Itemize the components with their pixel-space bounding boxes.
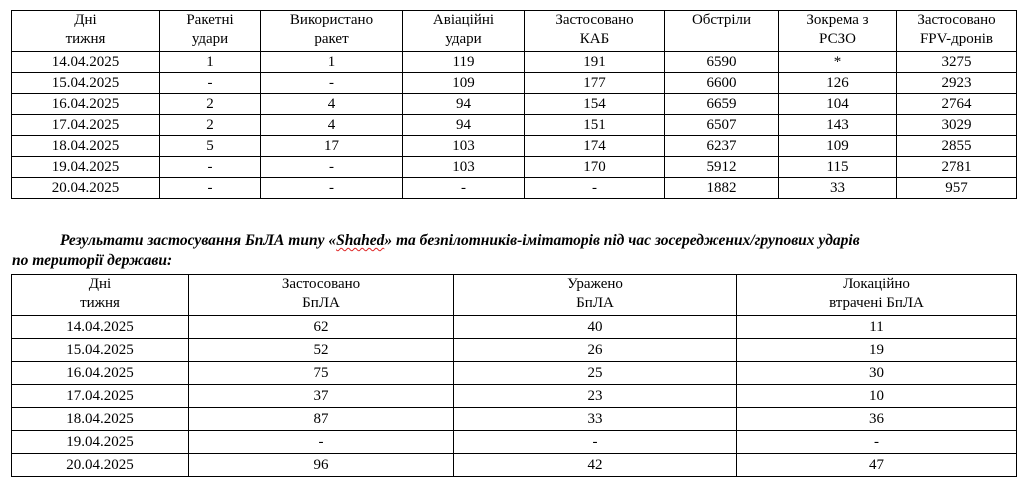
header-drones-used: Застосовано БпЛА bbox=[189, 275, 454, 316]
cell-mlrs: 126 bbox=[779, 73, 897, 94]
cell-missile-strikes: - bbox=[160, 178, 261, 199]
table-row bbox=[12, 94, 1017, 115]
cell-date: 14.04.2025 bbox=[12, 52, 160, 73]
table-header-row bbox=[12, 275, 1017, 316]
cell-mlrs: * bbox=[779, 52, 897, 73]
cell-missiles-used: 4 bbox=[261, 94, 403, 115]
caption-text-start: Результати застосування БпЛА типу « bbox=[60, 232, 337, 249]
cell-date: 16.04.2025 bbox=[12, 362, 189, 385]
cell-fpv-drones: 2781 bbox=[897, 157, 1017, 178]
cell-mlrs: 33 bbox=[779, 178, 897, 199]
cell-fpv-drones: 2923 bbox=[897, 73, 1017, 94]
cell-fpv-drones: 2764 bbox=[897, 94, 1017, 115]
cell-shelling: 6600 bbox=[665, 73, 779, 94]
cell-missiles-used: 17 bbox=[261, 136, 403, 157]
cell-missiles-used: 4 bbox=[261, 115, 403, 136]
cell-missile-strikes: 2 bbox=[160, 94, 261, 115]
cell-kab-used: 174 bbox=[525, 136, 665, 157]
cell-kab-used: - bbox=[525, 178, 665, 199]
cell-drones-used: 96 bbox=[189, 454, 454, 477]
cell-kab-used: 170 bbox=[525, 157, 665, 178]
cell-fpv-drones: 957 bbox=[897, 178, 1017, 199]
cell-drones-lost: 47 bbox=[737, 454, 1017, 477]
cell-date: 17.04.2025 bbox=[12, 385, 189, 408]
cell-drones-used: 75 bbox=[189, 362, 454, 385]
cell-date: 19.04.2025 bbox=[12, 157, 160, 178]
header-mlrs: Зокрема з РСЗО bbox=[779, 11, 897, 52]
cell-drones-used: 62 bbox=[189, 316, 454, 339]
cell-date: 20.04.2025 bbox=[12, 454, 189, 477]
table-row bbox=[12, 385, 1017, 408]
cell-drones-lost: 19 bbox=[737, 339, 1017, 362]
cell-air-strikes: 94 bbox=[403, 94, 525, 115]
cell-drones-used: - bbox=[189, 431, 454, 454]
caption-text-end: » та безпілотників-імітаторів під час зосереджених/групових ударів bbox=[384, 232, 860, 249]
drone-results-caption bbox=[12, 231, 1018, 271]
cell-drones-hit: 26 bbox=[454, 339, 737, 362]
weekly-strikes-table bbox=[11, 10, 1017, 199]
table-row bbox=[12, 136, 1017, 157]
cell-drones-hit: - bbox=[454, 431, 737, 454]
cell-fpv-drones: 3275 bbox=[897, 52, 1017, 73]
header-kab-used: Застосовано КАБ bbox=[525, 11, 665, 52]
cell-shelling: 6507 bbox=[665, 115, 779, 136]
caption-line2: по території держави: bbox=[12, 252, 173, 269]
cell-mlrs: 109 bbox=[779, 136, 897, 157]
cell-air-strikes: 109 bbox=[403, 73, 525, 94]
cell-date: 14.04.2025 bbox=[12, 316, 189, 339]
cell-drones-lost: 10 bbox=[737, 385, 1017, 408]
table-row bbox=[12, 408, 1017, 431]
cell-shelling: 1882 bbox=[665, 178, 779, 199]
cell-shelling: 6237 bbox=[665, 136, 779, 157]
cell-date: 20.04.2025 bbox=[12, 178, 160, 199]
header-day: Дні тижня bbox=[12, 275, 189, 316]
header-shelling: Обстріли bbox=[665, 11, 779, 52]
cell-fpv-drones: 2855 bbox=[897, 136, 1017, 157]
cell-air-strikes: - bbox=[403, 178, 525, 199]
cell-drones-hit: 33 bbox=[454, 408, 737, 431]
cell-missile-strikes: 1 bbox=[160, 52, 261, 73]
drone-results-table bbox=[11, 274, 1017, 477]
cell-drones-used: 52 bbox=[189, 339, 454, 362]
header-missile-strikes: Ракетні удари bbox=[160, 11, 261, 52]
cell-kab-used: 151 bbox=[525, 115, 665, 136]
cell-kab-used: 177 bbox=[525, 73, 665, 94]
cell-drones-lost: - bbox=[737, 431, 1017, 454]
cell-air-strikes: 94 bbox=[403, 115, 525, 136]
header-day: Дні тижня bbox=[12, 11, 160, 52]
table-row bbox=[12, 339, 1017, 362]
table-header-row bbox=[12, 11, 1017, 52]
cell-mlrs: 115 bbox=[779, 157, 897, 178]
cell-date: 16.04.2025 bbox=[12, 94, 160, 115]
cell-drones-used: 37 bbox=[189, 385, 454, 408]
cell-date: 18.04.2025 bbox=[12, 136, 160, 157]
cell-mlrs: 143 bbox=[779, 115, 897, 136]
cell-date: 17.04.2025 bbox=[12, 115, 160, 136]
cell-missile-strikes: - bbox=[160, 73, 261, 94]
header-air-strikes: Авіаційні удари bbox=[403, 11, 525, 52]
cell-date: 15.04.2025 bbox=[12, 339, 189, 362]
cell-kab-used: 154 bbox=[525, 94, 665, 115]
cell-date: 15.04.2025 bbox=[12, 73, 160, 94]
cell-drones-hit: 23 bbox=[454, 385, 737, 408]
table-row bbox=[12, 157, 1017, 178]
header-drones-lost: Локаційно втрачені БпЛА bbox=[737, 275, 1017, 316]
cell-air-strikes: 119 bbox=[403, 52, 525, 73]
cell-air-strikes: 103 bbox=[403, 157, 525, 178]
cell-drones-hit: 25 bbox=[454, 362, 737, 385]
cell-date: 18.04.2025 bbox=[12, 408, 189, 431]
cell-shelling: 6590 bbox=[665, 52, 779, 73]
header-drones-hit: Уражено БпЛА bbox=[454, 275, 737, 316]
table-row bbox=[12, 115, 1017, 136]
cell-mlrs: 104 bbox=[779, 94, 897, 115]
cell-drones-hit: 42 bbox=[454, 454, 737, 477]
cell-kab-used: 191 bbox=[525, 52, 665, 73]
cell-missile-strikes: 2 bbox=[160, 115, 261, 136]
cell-missile-strikes: - bbox=[160, 157, 261, 178]
cell-missiles-used: - bbox=[261, 157, 403, 178]
cell-date: 19.04.2025 bbox=[12, 431, 189, 454]
caption-shahed: Shahed bbox=[336, 232, 385, 249]
cell-shelling: 6659 bbox=[665, 94, 779, 115]
cell-missiles-used: 1 bbox=[261, 52, 403, 73]
cell-shelling: 5912 bbox=[665, 157, 779, 178]
table-row bbox=[12, 362, 1017, 385]
cell-drones-hit: 40 bbox=[454, 316, 737, 339]
table-row bbox=[12, 454, 1017, 477]
table-row bbox=[12, 178, 1017, 199]
table-row bbox=[12, 73, 1017, 94]
cell-drones-lost: 30 bbox=[737, 362, 1017, 385]
cell-missiles-used: - bbox=[261, 178, 403, 199]
table-row bbox=[12, 52, 1017, 73]
cell-drones-used: 87 bbox=[189, 408, 454, 431]
cell-air-strikes: 103 bbox=[403, 136, 525, 157]
cell-fpv-drones: 3029 bbox=[897, 115, 1017, 136]
cell-drones-lost: 11 bbox=[737, 316, 1017, 339]
table-row bbox=[12, 431, 1017, 454]
cell-missile-strikes: 5 bbox=[160, 136, 261, 157]
table-row bbox=[12, 316, 1017, 339]
cell-missiles-used: - bbox=[261, 73, 403, 94]
header-missiles-used: Використано ракет bbox=[261, 11, 403, 52]
header-fpv-drones: Застосовано FPV-дронів bbox=[897, 11, 1017, 52]
cell-drones-lost: 36 bbox=[737, 408, 1017, 431]
